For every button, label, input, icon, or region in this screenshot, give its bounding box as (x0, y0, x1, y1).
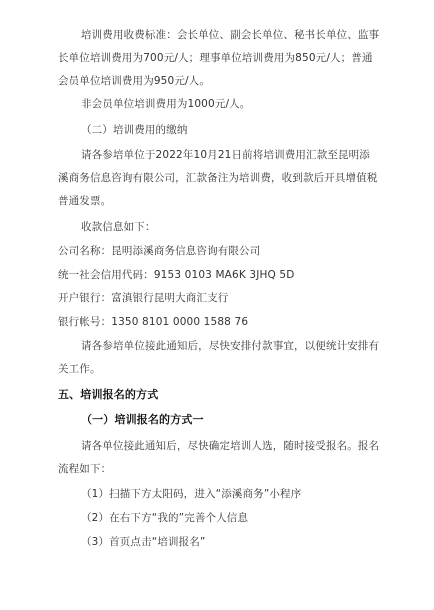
payment-line-2: 溪商务信息咨询有限公司，汇款备注为培训费，收到款后开具增值税 (58, 172, 378, 184)
account-bank: 开户银行：富滇银行昆明大商汇支行 (58, 292, 229, 304)
notice-line-1: 请各参培单位接此通知后，尽快安排付款事宜，以便统计安排有 (81, 340, 380, 352)
payment-line-3: 普通发票。 (58, 195, 112, 207)
account-company-name: 公司名称：昆明添溪商务信息咨询有限公司 (58, 245, 261, 257)
payment-line-1: 请各参培单位于2022年10月21日前将培训费用汇款至昆明添 (81, 149, 370, 161)
method-line-1: 请各单位接此通知后，尽快确定培训人选，随时接受报名。报名 (81, 440, 380, 452)
method-line-2: 流程如下： (58, 463, 112, 475)
payment-subheading: （二）培训费用的缴纳 (81, 124, 188, 136)
step-item-1: （1）扫描下方太阳码，进入“添溪商务”小程序 (81, 488, 302, 500)
step-item-3: （3）首页点击“培训报名” (81, 536, 206, 548)
method-subheading: （一）培训报名的方式一 (81, 413, 204, 426)
step-item-2: （2）在右下方“我的”完善个人信息 (81, 512, 249, 524)
notice-line-2: 关工作。 (58, 363, 101, 375)
fee-standard-line-3: 会员单位培训费用为950元/人。 (58, 75, 210, 87)
account-number: 银行帐号：1350 8101 0000 1588 76 (58, 316, 249, 328)
non-member-fee-line: 非会员单位培训费用为1000元/人。 (81, 98, 251, 110)
section-heading: 五、培训报名的方式 (58, 388, 159, 401)
account-credit-code: 统一社会信用代码：9153 0103 MA6K 3JHQ 5D (58, 269, 295, 281)
fee-standard-line-2: 长单位培训费用为700元/人；理事单位培训费用为850元/人；普通 (58, 52, 373, 64)
account-intro: 收款信息如下： (81, 221, 156, 233)
fee-standard-line-1: 培训费用收费标准：会长单位、副会长单位、秘书长单位、监事 (81, 29, 380, 41)
